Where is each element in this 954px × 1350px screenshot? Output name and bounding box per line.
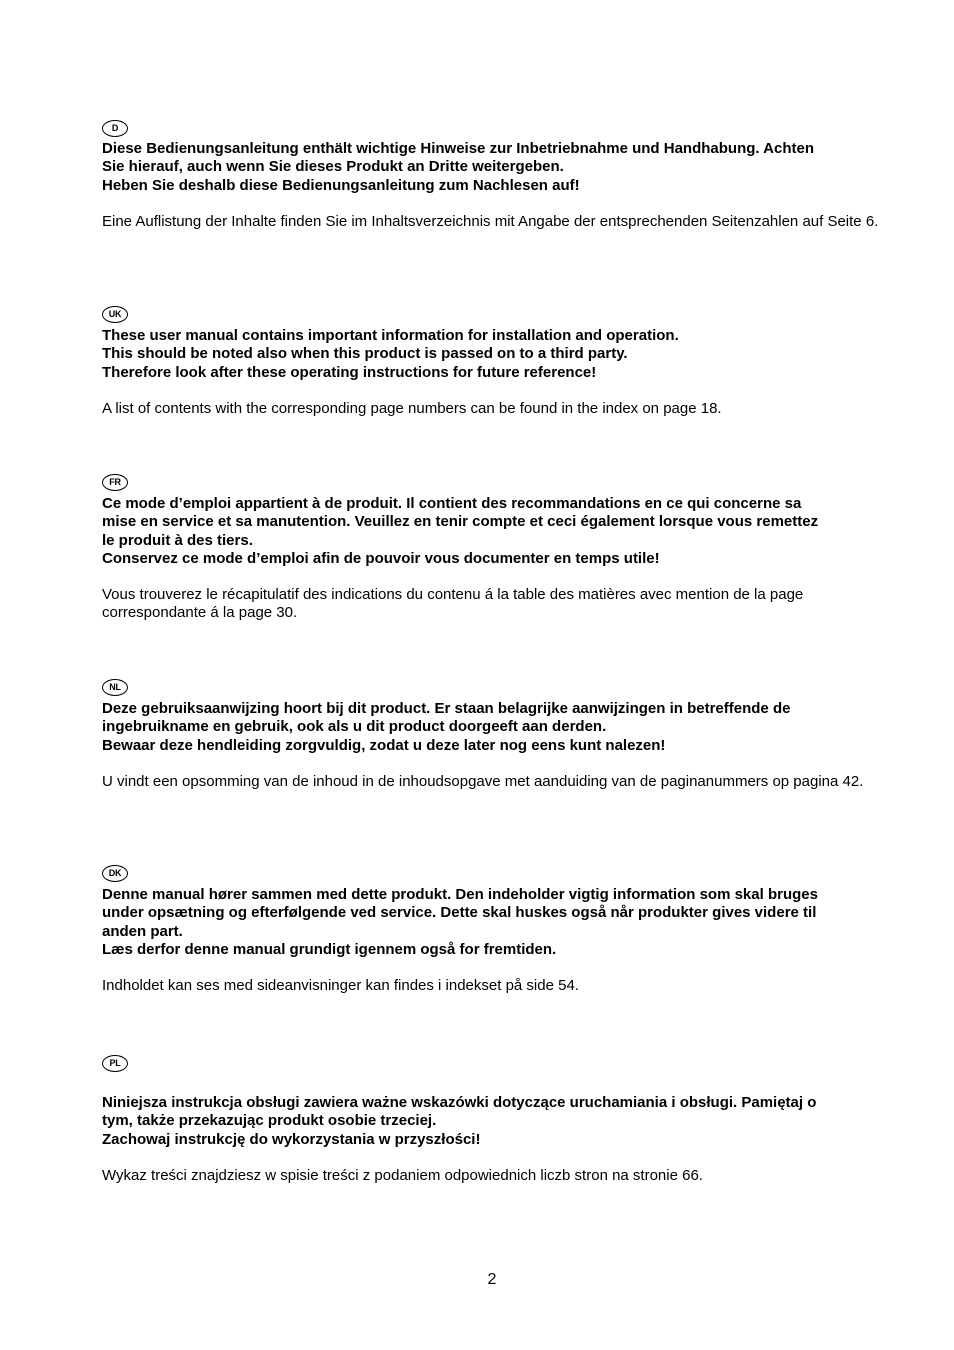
section-fr-notice: Ce mode d’emploi appartient à de produit. Il contient des recommandations en ce qui concerne sa mise en service et sa manutention. Veuillez en tenir compte et ceci également lorsque vous remettez le produit à des tiers. Conservez ce mode d’emploi afin de pouvoir vous documenter en temps utile!	[102, 495, 819, 567]
section-de	[102, 118, 882, 231]
section-nl	[102, 677, 882, 791]
language-badge-uk: UK	[102, 306, 128, 323]
section-pl	[102, 1053, 882, 1185]
section-dk-notice: Denne manual hører sammen med dette produkt. Den indeholder vigtig information som skal bruges under opsætning og efterfølgende ved service. Dette skal huskes også når produkter gives videre til anden part. Læs derfor denne manual grundigt igennem også for fremtiden.	[102, 886, 818, 958]
section-fr	[102, 472, 882, 623]
section-dk	[102, 863, 882, 995]
section-nl-contents-note: U vindt een opsomming van de inhoud in de inhoudsopgave met aanduiding van de paginanummers op pagina 42.	[102, 772, 864, 790]
language-badge-nl: NL	[102, 679, 128, 696]
language-badge-fr: FR	[102, 474, 128, 491]
section-de-notice: Diese Bedienungsanleitung enthält wichtige Hinweise zur Inbetriebnahme und Handhabung. Achten Sie hierauf, auch wenn Sie dieses Produkt an Dritte weitergeben. Heben Sie deshalb diese Bedienungsanleitung zum Nachlesen auf!	[102, 140, 815, 194]
section-fr-contents-note: Vous trouverez le récapitulatif des indications du contenu á la table des matières avec mention de la page correspondante á la page 30.	[102, 586, 804, 622]
section-nl-notice: Deze gebruiksaanwijzing hoort bij dit product. Er staan belagrijke aanwijzingen in betreffende de ingebruikname en gebruik, ook als u dit product doorgeeft aan derden. Bewaar deze hendleiding zorgvuldig, zodat u deze later nog eens kunt nalezen!	[102, 700, 791, 754]
section-uk-contents-note: A list of contents with the corresponding page numbers can be found in the index on page 18.	[102, 399, 722, 417]
section-de-contents-note: Eine Auflistung der Inhalte finden Sie im Inhaltsverzeichnis mit Angabe der entsprechenden Seitenzahlen auf Seite 6.	[102, 212, 879, 230]
language-badge-dk: DK	[102, 865, 128, 882]
section-uk	[102, 304, 882, 418]
page-number: 2	[487, 1271, 497, 1288]
section-dk-contents-note: Indholdet kan ses med sideanvisninger kan findes i indekset på side 54.	[102, 977, 579, 995]
section-pl-contents-note: Wykaz treści znajdziesz w spisie treści z podaniem odpowiednich liczb stron na stronie 66.	[102, 1166, 703, 1184]
language-badge-pl: PL	[102, 1055, 128, 1072]
language-badge-de: D	[102, 120, 128, 137]
section-pl-notice: Niniejsza instrukcja obsługi zawiera ważne wskazówki dotyczące uruchamiania i obsługi. Pamiętaj o tym, także przekazując produkt osobie trzeciej. Zachowaj instrukcję do wykorzystania w przyszłości!	[102, 1094, 817, 1148]
section-uk-notice: These user manual contains important information for installation and operation. This should be noted also when this product is passed on to a third party. Therefore look after these operating instructions for future reference!	[102, 327, 679, 381]
